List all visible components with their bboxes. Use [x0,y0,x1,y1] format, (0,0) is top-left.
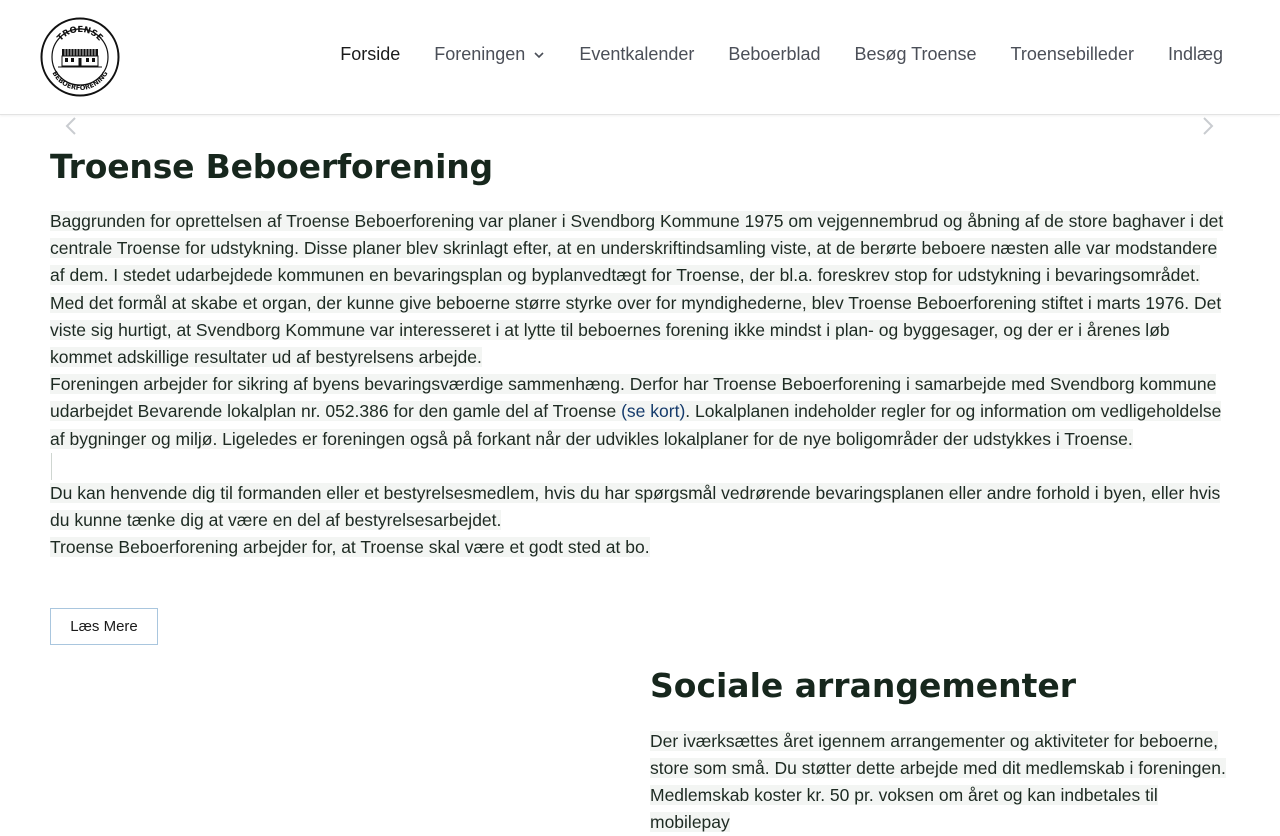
site-header [0,0,1280,115]
text-cursor [51,453,52,480]
nav-troensebilleder[interactable] [1011,44,1134,65]
paragraph-preservation-text: Foreningen arbejder for sikring af byens bevaringsværdige sammenhæng. Derfor har Troense Beboerforening i samarbejde med Svendborg kommune udarbejdet Bevarende lokalplan nr. 052.386 for den gamle del af Troense [50,374,1217,422]
paragraph-contact-text: Du kan henvende dig til formanden eller et bestyrelsesmedlem, hvis du har spørgsmål vedrørende bevaringsplanen eller andre forhold i byen, eller hvis du kunne tænke dig at være en del af bestyrelsesarbejdet. [50,482,1221,531]
paragraph-contact [50,480,1235,534]
nav-indlaeg[interactable] [1168,44,1223,65]
main-nav [340,44,1223,65]
nav-forside-label: Forside [340,44,401,64]
paragraph-preservation-text-end: . Lokalplanen indeholder regler for og information om vedligeholdelse af bygninger og miljø. Ligeledes er foreningen også på forkant når der udvikles lokalplaner for de nye boligområder der udstykkes i Troense. [50,401,1222,449]
nav-foreningen-label: Foreningen [434,44,526,64]
nav-besog-troense[interactable] [854,44,976,65]
nav-forside[interactable] [340,44,400,65]
nav-beboerblad-label: Beboerblad [728,44,821,64]
nav-eventkalender[interactable] [579,44,694,65]
paragraph-background [50,208,1235,371]
page-title: Troense Beboerforening [50,147,493,186]
chevron-down-icon [533,49,545,61]
social-events-title: Sociale arrangementer [650,666,1077,705]
chevron-left-icon[interactable] [62,116,82,136]
nav-troensebilleder-label: Troensebilleder [1010,44,1134,64]
troense-logo[interactable] [40,17,120,97]
svg-text:TROENSE: TROENSE [55,24,105,44]
read-more-button[interactable]: Læs Mere [50,608,158,645]
nav-besog-troense-label: Besøg Troense [854,44,977,64]
svg-text:BEBOERFORENING: BEBOERFORENING [50,69,110,93]
chevron-right-icon[interactable] [1197,116,1217,136]
nav-indlaeg-label: Indlæg [1167,44,1223,64]
paragraph-mission [50,534,1235,561]
paragraph-preservation [50,371,1235,453]
map-link[interactable]: (se kort) [621,401,686,422]
nav-foreningen[interactable] [434,44,545,65]
nav-beboerblad[interactable] [728,44,820,65]
social-events-text-content: Der iværksættes året igennem arrangementer og aktiviteter for beboerne, store som små. Du støtter dette arbejde med dit medlemskab i foreningen. Medlemskab koster kr. 50 pr. voksen om året og kan indbetales til mobilepay [650,731,1226,832]
paragraph-mission-text: Troense Beboerforening arbejder for, at Troense skal være et godt sted at bo. [50,537,650,558]
intro-text [50,208,1235,561]
paragraph-background-text: Baggrunden for oprettelsen af Troense Beboerforening var planer i Svendborg Kommune 1975 om vejgennembrud og åbning af de store baghaver i det centrale Troense for udstykning. Disse planer blev skrinlagt efter, at en underskriftindsamling viste, at de berørte beboere næsten alle var modstandere af dem. I stedet udarbejdede kommunen en bevaringsplan og byplanvedtægt for Troense, der bl.a. foreskrev stop for udstykning i bevaringsområdet. Med det formål at skabe et organ, der kunne give beboerne større styrke over for myndighederne, blev Troense Beboerforening stiftet i marts 1976. Det viste sig hurtigt, at Svendborg Kommune var interesseret i at lytte til beboernes forening ikke mindst i plan- og byggesager, og der er i årenes løb kommet adskillige resultater ud af bestyrelsens arbejde. [50,211,1224,368]
nav-eventkalender-label: Eventkalender [579,44,695,64]
social-events-text [650,728,1230,836]
